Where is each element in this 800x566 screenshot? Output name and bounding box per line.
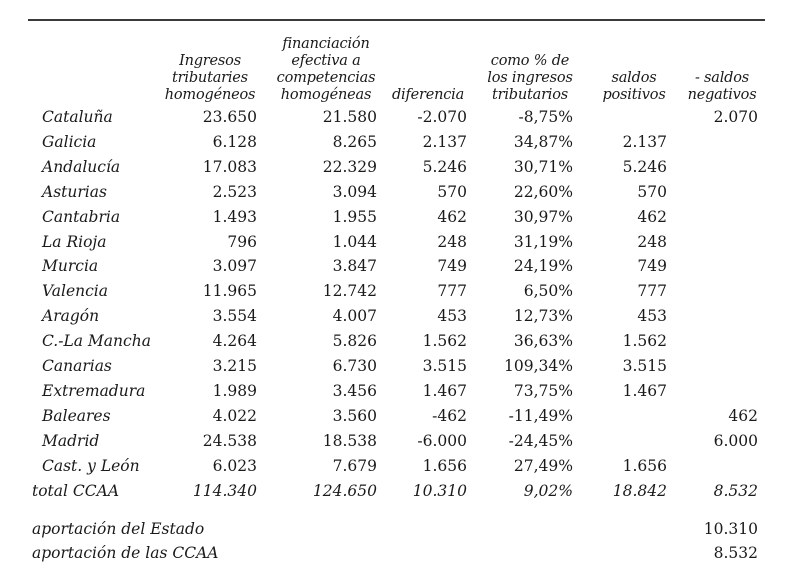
cell-ingresos: 4.264 [212,332,257,350]
cell-financiacion: 3.847 [332,257,377,275]
cell-financiacion: 3.094 [332,183,377,201]
table-row [0,379,800,404]
header-porcentaje [475,24,585,104]
footer-value: 10.310 [703,520,758,538]
cell-ingresos: 6.128 [212,133,257,151]
header-line: - saldos [694,70,750,86]
cell-ingresos: 114.340 [192,482,257,500]
cell-ingresos: 11.965 [202,282,257,300]
header-line: los ingresos [487,70,573,86]
table-row [0,205,800,230]
cell-diferencia: 777 [437,282,467,300]
region-name: C.-La Mancha [42,332,151,350]
cell-diferencia: 462 [437,208,467,226]
cell-porcentaje: 27,49% [513,457,573,475]
region-name: Asturias [42,183,107,201]
cell-financiacion: 3.456 [332,382,377,400]
cell-diferencia: 570 [437,183,467,201]
cell-porcentaje: 34,87% [513,133,573,151]
cell-saldos-positivos: 248 [637,233,667,251]
cell-ingresos: 1.989 [212,382,257,400]
cell-diferencia: 10.310 [412,482,467,500]
header-line: efectiva a [291,53,361,69]
cell-saldos-positivos: 777 [637,282,667,300]
cell-porcentaje: 30,97% [513,208,573,226]
cell-ingresos: 6.023 [212,457,257,475]
cell-diferencia: 453 [437,307,467,325]
cell-porcentaje: 9,02% [523,482,573,500]
cell-diferencia: -2.070 [417,108,467,126]
region-name: Valencia [42,282,109,300]
cell-ingresos: 17.083 [202,158,257,176]
cell-diferencia: -6.000 [417,432,467,450]
header-line: homogéneos [164,87,256,103]
region-name: Murcia [42,257,99,275]
cell-financiacion: 8.265 [332,133,377,151]
cell-ingresos: 4.022 [212,407,257,425]
cell-diferencia: -462 [432,407,467,425]
cell-diferencia: 2.137 [422,133,467,151]
cell-porcentaje: 73,75% [513,382,573,400]
cell-saldos-positivos: 2.137 [622,133,667,151]
cell-financiacion: 4.007 [332,307,377,325]
region-name: Galicia [42,133,97,151]
footer-label: aportación del Estado [32,520,205,538]
cell-ingresos: 24.538 [202,432,257,450]
cell-porcentaje: 109,34% [504,357,573,375]
cell-porcentaje: 30,71% [513,158,573,176]
table-row [0,354,800,379]
header-ingresos [155,24,265,104]
table-row [0,304,800,329]
table-row [0,279,800,304]
table-row [0,230,800,255]
header-line: competencias [276,70,376,86]
cell-porcentaje: 31,19% [513,233,573,251]
table-row [0,254,800,279]
cell-porcentaje: 6,50% [523,282,573,300]
footer-row [0,542,800,564]
footer-label: aportación de las CCAA [32,544,219,562]
region-name: Cantabria [42,208,121,226]
cell-diferencia: 1.562 [422,332,467,350]
cell-porcentaje: 24,19% [513,257,573,275]
cell-saldos-negativos: 462 [728,407,758,425]
cell-saldos-negativos: 2.070 [713,108,758,126]
header-line: como % de [490,53,570,69]
header-saldos-negativos [677,24,767,104]
cell-ingresos: 3.097 [212,257,257,275]
region-name: Madrid [42,432,100,450]
region-name: Baleares [42,407,111,425]
cell-saldos-negativos: 6.000 [713,432,758,450]
cell-financiacion: 22.329 [322,158,377,176]
cell-saldos-positivos: 18.842 [612,482,667,500]
cell-porcentaje: 12,73% [513,307,573,325]
table-row [0,155,800,180]
region-name: Canarias [42,357,112,375]
cell-saldos-positivos: 3.515 [622,357,667,375]
header-line: positivos [602,87,666,103]
cell-ingresos: 23.650 [202,108,257,126]
cell-saldos-positivos: 570 [637,183,667,201]
table-row [0,454,800,479]
header-line: Ingresos [179,53,241,69]
region-name: La Rioja [42,233,107,251]
cell-financiacion: 5.826 [332,332,377,350]
cell-porcentaje: -8,75% [518,108,573,126]
total-row-content [0,479,800,504]
cell-ingresos: 1.493 [212,208,257,226]
cell-porcentaje: -24,45% [508,432,573,450]
table-row [0,105,800,130]
region-name: Aragón [42,307,100,325]
cell-porcentaje: -11,49% [508,407,573,425]
cell-saldos-positivos: 453 [637,307,667,325]
cell-ingresos: 3.554 [212,307,257,325]
cell-saldos-negativos: 8.532 [713,482,758,500]
header-line: homogéneas [280,87,372,103]
header-line: saldos [611,70,657,86]
cell-ingresos: 796 [227,233,257,251]
cell-saldos-positivos: 462 [637,208,667,226]
cell-diferencia: 5.246 [422,158,467,176]
cell-diferencia: 1.656 [422,457,467,475]
cell-ingresos: 2.523 [212,183,257,201]
cell-financiacion: 6.730 [332,357,377,375]
region-name: Cataluña [42,108,113,126]
top-rule [28,19,765,21]
footer-row [0,518,800,540]
header-line: financiación [282,36,370,52]
cell-financiacion: 7.679 [332,457,377,475]
table-row [0,130,800,155]
table-row [0,429,800,454]
cell-financiacion: 3.560 [332,407,377,425]
region-name: total CCAA [32,482,120,500]
cell-diferencia: 749 [437,257,467,275]
cell-saldos-positivos: 1.467 [622,382,667,400]
region-name: Cast. y León [42,457,140,475]
cell-financiacion: 21.580 [322,108,377,126]
region-name: Andalucía [42,158,121,176]
region-name: Extremadura [42,382,146,400]
table-row [0,180,800,205]
table-row [0,329,800,354]
header-financiacion [266,24,386,104]
cell-porcentaje: 22,60% [513,183,573,201]
cell-financiacion: 1.044 [332,233,377,251]
header-line: tributarios [491,87,569,103]
header-saldos-positivos [589,24,679,104]
cell-saldos-positivos: 1.656 [622,457,667,475]
cell-saldos-positivos: 1.562 [622,332,667,350]
cell-financiacion: 1.955 [332,208,377,226]
table-row [0,404,800,429]
cell-diferencia: 248 [437,233,467,251]
cell-financiacion: 18.538 [322,432,377,450]
cell-financiacion: 124.650 [312,482,377,500]
header-line: tributaries [172,70,248,86]
cell-financiacion: 12.742 [322,282,377,300]
footer-value: 8.532 [713,544,758,562]
header-line: negativos [687,87,757,103]
cell-saldos-positivos: 5.246 [622,158,667,176]
cell-porcentaje: 36,63% [513,332,573,350]
header-line: diferencia [391,87,465,103]
cell-saldos-positivos: 749 [637,257,667,275]
cell-ingresos: 3.215 [212,357,257,375]
cell-diferencia: 1.467 [422,382,467,400]
cell-diferencia: 3.515 [422,357,467,375]
header-diferencia [383,24,473,104]
